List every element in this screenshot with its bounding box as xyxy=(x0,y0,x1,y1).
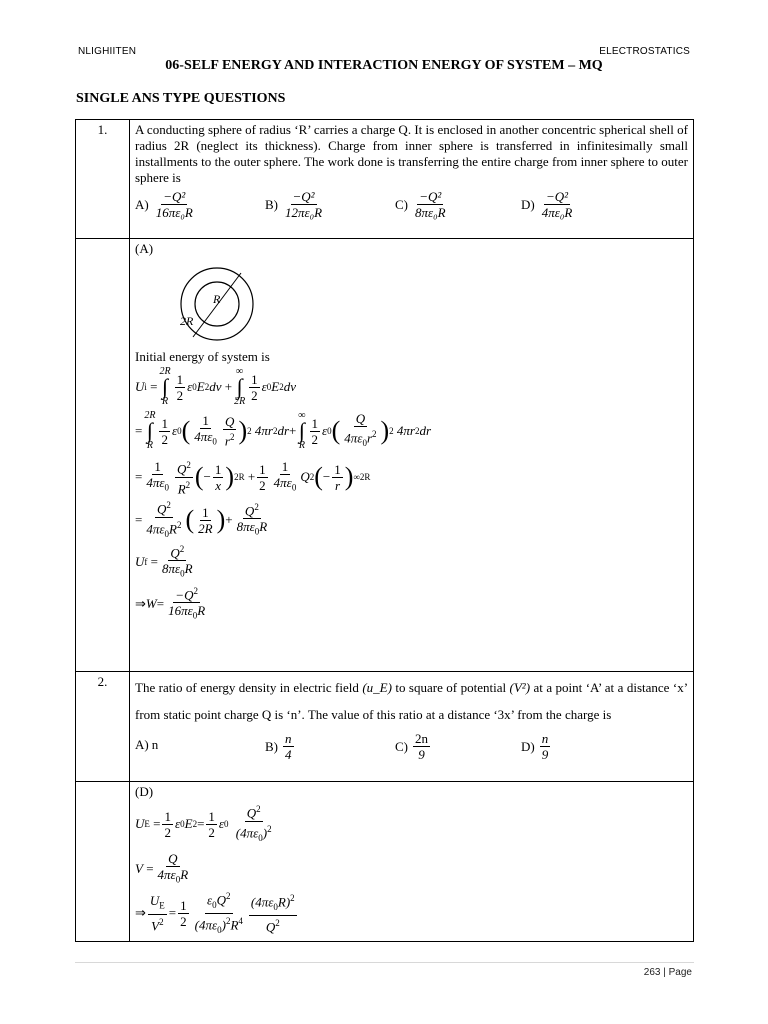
solution-number-cell xyxy=(76,782,130,942)
question-text: A conducting sphere of radius ‘R’ carries a charge Q. It is enclosed in another concentric spherical shell of radius 2R (neglect its thickness). Charge from inner sphere is transferred in infinitesimally small installments to the outer sphere. The work done is transferring the entire charge from inner sphere to outer sphere is xyxy=(135,122,688,185)
page-title: 06-SELF ENERGY AND INTERACTION ENERGY OF SYSTEM – MQ xyxy=(165,58,603,73)
answer-label: (D) xyxy=(135,784,154,799)
header-left: NLIGHIITEN xyxy=(78,46,137,57)
solution-row xyxy=(76,239,694,672)
question-body xyxy=(130,120,694,239)
solution-math: U E = $\frac{1}{2}$ ε 0 E 2 = $\frac{1}{2}$ ε 0 $\frac{Q^2}{(4\pi\varepsilon_0)^2}$ V = $\frac{Q}{4\pi\varepsilon_0R}$ ⇒ $\frac{U_E}{V^2}$ = $\frac{1}{2}$ $\frac{\varepsilon_0Q^2}{(4\pi\varepsilon_0)^2R^4}$ $\frac{(4\pi\varepsilon_0R)^2}{Q^2}$ xyxy=(135,804,295,935)
options-row xyxy=(135,189,688,223)
questions-table xyxy=(75,119,694,942)
question-row xyxy=(76,672,694,782)
option-d: D) $\frac{\text{−Q²}}{\text{4πε₀R}}$ xyxy=(521,189,573,220)
answer-label: (A) xyxy=(135,241,154,256)
option-b: B) $\frac{n}{4}$ xyxy=(265,731,292,762)
option-a: A) n xyxy=(135,737,159,752)
option-a: A) $\frac{\text{−Q²}}{\text{16πε₀R}}$ xyxy=(135,189,193,220)
header-right: ELECTROSTATICS xyxy=(599,46,690,57)
option-d: D) $\frac{n}{9}$ xyxy=(521,731,549,762)
question-body xyxy=(130,672,694,782)
option-c: C) $\frac{2n}{9}$ xyxy=(395,731,428,762)
solution-math: U i = 2R ∫ R $\frac{1}{2}$ ε 0 E 2 dv + ∞ ∫ 2R $\frac{1}{2}$ ε 0 E 2 dv = 2R ∫ R $\frac{1}{2}$ ε 0 ( $\frac{1}{4\pi\varepsilon_0}$ $\frac{Q}{r^2}$ ) 2 4πr 2 dr + ∞ ∫ R $\frac{1}{2}$ ε 0 ( $\frac{Q}{4\pi\varepsilon_0r^2}$ ) 2 4πr 2 dr = $\frac{1}{4\pi\varepsilon_0}$ $\frac{Q^2}{R^2}$ ( − $\frac{1}{x}$ ) 2R + $\frac{1}{2}$ $\frac{1}{4\pi\varepsilon_0}$ Q 2 ( − $\frac{1}{r}$ ) ∞ 2R = $\frac{Q^2}{4\pi\varepsilon_0R^2}$ ( $\frac{1}{2R}$ ) + $\frac{Q^2}{8\pi\varepsilon_0R}$ U f = $\frac{Q^2}{8\pi\varepsilon_0R}$ ⇒ W = $\frac{-Q^2}{16\pi\varepsilon_0R}$ xyxy=(135,366,432,621)
solution-row xyxy=(76,782,694,942)
question-text: The ratio of energy density in electric field (u_E) to square of potential (V²) at a point ‘A’ at a distance ‘x’ from static point charge Q is ‘n’. The value of this ratio at a distance ‘3x’ from the charge is xyxy=(135,680,689,722)
option-c: C) $\frac{\text{−Q²}}{\text{8πε₀R}}$ xyxy=(395,189,446,220)
option-b: B) $\frac{\text{−Q²}}{\text{12πε₀R}}$ xyxy=(265,189,323,220)
footer-divider xyxy=(75,962,694,963)
concentric-spheres-figure xyxy=(175,263,295,345)
solution-number-cell xyxy=(76,239,130,672)
inner-radius-label: R xyxy=(213,292,221,306)
solution-intro: Initial energy of system is xyxy=(135,349,270,364)
solution-body xyxy=(130,239,694,672)
options-row xyxy=(135,731,688,765)
section-subtitle: SINGLE ANS TYPE QUESTIONS xyxy=(76,91,286,106)
solution-body xyxy=(130,782,694,942)
question-number: 2. xyxy=(76,672,130,782)
outer-radius-label: 2R xyxy=(180,314,194,328)
question-number: 1. xyxy=(76,120,130,239)
page-number: 263 | Page xyxy=(643,967,692,978)
question-row xyxy=(76,120,694,239)
